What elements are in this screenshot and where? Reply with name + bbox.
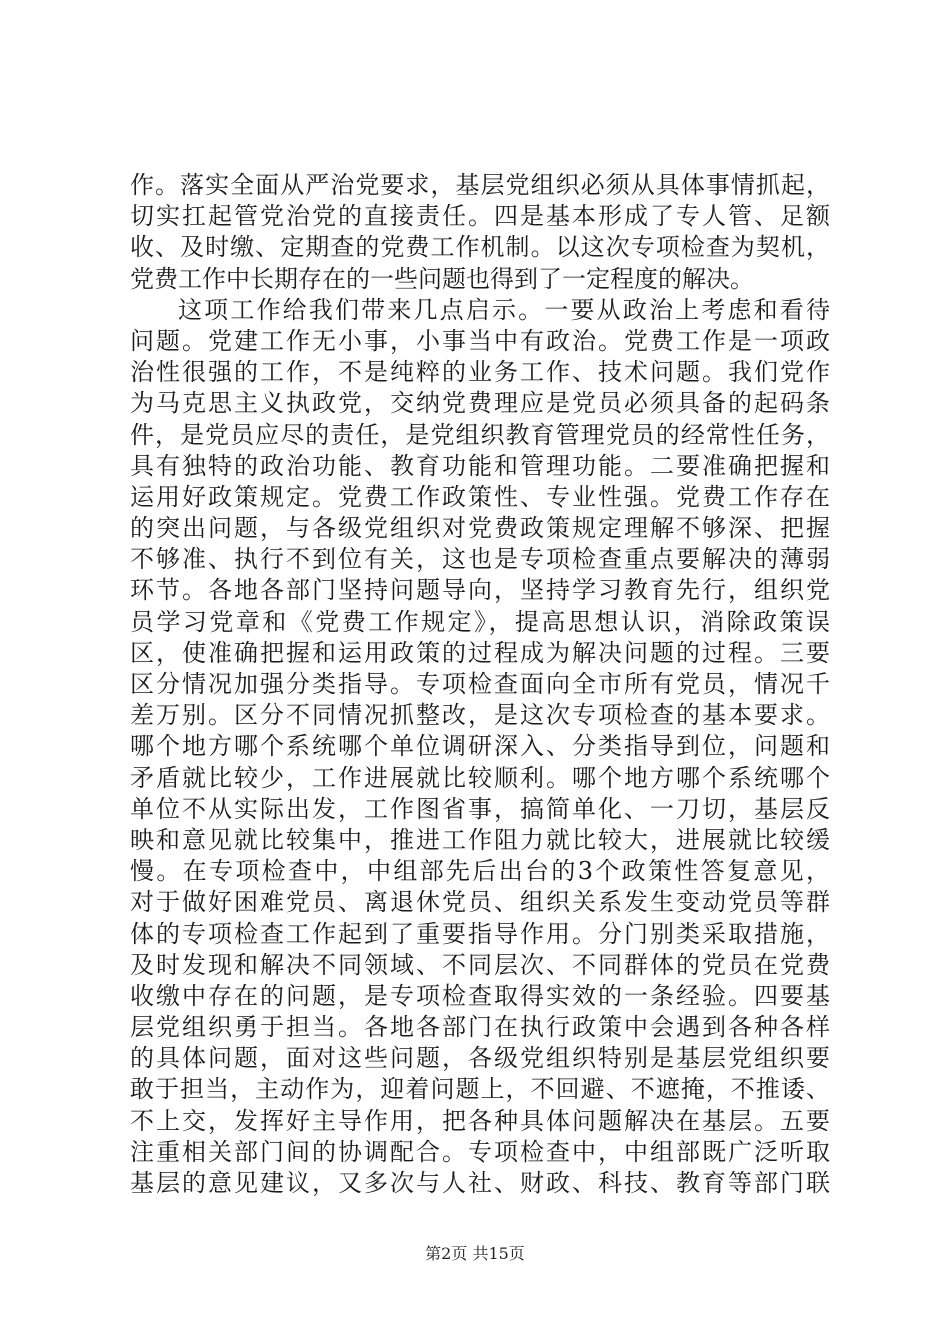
- text-line: 注重相关部门间的协调配合。专项检查中，中组部既广泛听取: [130, 1137, 830, 1166]
- text-line: 这项工作给我们带来几点启示。一要从政治上考虑和看待: [178, 295, 830, 324]
- text-line: 映和意见就比较集中，推进工作阻力就比较大，进展就比较缓: [130, 825, 830, 854]
- text-line: 慢。在专项检查中，中组部先后出台的3个政策性答复意见，: [130, 857, 830, 886]
- text-line: 基层的意见建议，又多次与人社、财政、科技、教育等部门联: [130, 1169, 830, 1197]
- text-line: 收缴中存在的问题，是专项检查取得实效的一条经验。四要基: [130, 981, 830, 1010]
- text-line: 环节。各地各部门坚持问题导向，坚持学习教育先行，组织党: [130, 576, 830, 605]
- text-line: 的突出问题，与各级党组织对党费政策规定理解不够深、把握: [130, 514, 830, 543]
- text-line: 员学习党章和《党费工作规定》，提高思想认识，消除政策误: [130, 607, 830, 636]
- text-line: 为马克思主义执政党，交纳党费理应是党员必须具备的起码条: [130, 389, 830, 418]
- text-line: 切实扛起管党治党的直接责任。四是基本形成了专人管、足额: [130, 202, 830, 231]
- text-line: 区分情况加强分类指导。专项检查面向全市所有党员，情况千: [130, 670, 830, 698]
- text-line: 不够准、执行不到位有关，这也是专项检查重点要解决的薄弱: [130, 545, 830, 574]
- text-line: 层党组织勇于担当。各地各部门在执行政策中会遇到各种各样: [130, 1013, 830, 1042]
- text-line: 体的专项检查工作起到了重要指导作用。分门别类采取措施，: [130, 919, 830, 948]
- text-line: 党费工作中长期存在的一些问题也得到了一定程度的解决。: [130, 264, 754, 293]
- text-line: 单位不从实际出发，工作图省事，搞简单化、一刀切，基层反: [130, 794, 830, 823]
- text-line: 运用好政策规定。党费工作政策性、专业性强。党费工作存在: [130, 482, 830, 511]
- text-line: 敢于担当，主动作为，迎着问题上，不回避、不遮掩，不推诿、: [130, 1075, 830, 1104]
- page-number-label: 第2页 共15页: [425, 1244, 525, 1263]
- text-line: 区，使准确把握和运用政策的过程成为解决问题的过程。三要: [130, 638, 830, 667]
- text-line: 矛盾就比较少，工作进展就比较顺利。哪个地方哪个系统哪个: [130, 763, 830, 792]
- text-line: 差万别。区分不同情况抓整改，是这次专项检查的基本要求。: [130, 701, 830, 730]
- text-line: 问题。党建工作无小事，小事当中有政治。党费工作是一项政: [130, 326, 830, 355]
- text-line: 对于做好困难党员、离退休党员、组织关系发生变动党员等群: [130, 888, 830, 917]
- document-body: [130, 170, 830, 1199]
- text-line: 具有独特的政治功能、教育功能和管理功能。二要准确把握和: [130, 451, 830, 480]
- text-line: 收、及时缴、定期查的党费工作机制。以这次专项检查为契机，: [130, 233, 830, 262]
- text-line: 件，是党员应尽的责任，是党组织教育管理党员的经常性任务，: [130, 420, 830, 449]
- text-line: 治性很强的工作，不是纯粹的业务工作、技术问题。我们党作: [130, 358, 830, 387]
- text-line: 不上交，发挥好主导作用，把各种具体问题解决在基层。五要: [130, 1106, 830, 1135]
- text-line: 哪个地方哪个系统哪个单位调研深入、分类指导到位，问题和: [130, 732, 830, 761]
- page-footer: [0, 1242, 950, 1266]
- text-line: 的具体问题，面对这些问题，各级党组织特别是基层党组织要: [130, 1044, 830, 1073]
- text-line: 及时发现和解决不同领域、不同层次、不同群体的党员在党费: [130, 950, 830, 979]
- text-line: 作。落实全面从严治党要求，基层党组织必须从具体事情抓起，: [130, 171, 830, 199]
